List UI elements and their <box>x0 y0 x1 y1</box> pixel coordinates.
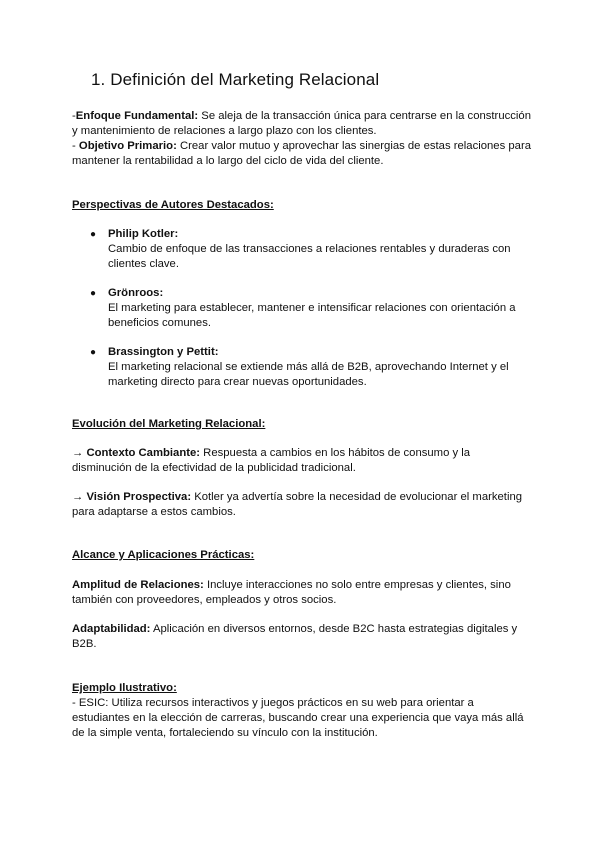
scope-heading: Alcance y Aplicaciones Prácticas: <box>72 549 255 561</box>
page-title: 1. Definición del Marketing Relacional <box>91 70 380 89</box>
intro-paragraph-objective: - Objetivo Primario: Crear valor mutuo y aprovechar las sinergias de estas relaciones para mantener la rentabilidad a lo largo del ciclo de vida del cliente. <box>72 140 531 167</box>
author-text: El marketing para establecer, mantener e intensificar relaciones con orientación a beneficios comunes. <box>108 302 516 329</box>
focus-label: Enfoque Fundamental: <box>75 110 199 122</box>
scope-text: Aplicación en diversos entornos, desde B2C hasta estrategias digitales y B2B. <box>72 623 518 650</box>
author-text: El marketing relacional se extiende más allá de B2B, aprovechando Internet y el marketing directo para crear nuevas oportunidades. <box>108 361 509 388</box>
arrow-icon: → <box>72 491 84 503</box>
evolution-heading: Evolución del Marketing Relacional: <box>72 418 266 430</box>
intro-paragraph-focus: -Enfoque Fundamental: Se aleja de la transacción única para centrarse en la construcción y mantenimiento de relaciones a largo plazo con los clientes. <box>72 110 531 137</box>
author-item <box>90 286 530 331</box>
author-name: Philip Kotler: <box>108 228 179 240</box>
objective-text: Crear valor mutuo y aprovechar las sinergias de estas relaciones para mantener la rentabilidad a lo largo del ciclo de vida del cliente. <box>72 140 531 167</box>
author-name: Grönroos: <box>108 287 164 299</box>
evolution-item <box>72 490 532 520</box>
evolution-text: Kotler ya advertía sobre la necesidad de evolucionar el marketing para adaptarse a estos cambios. <box>72 491 523 518</box>
intro-section <box>72 109 532 169</box>
scope-label: Adaptabilidad: <box>72 623 151 635</box>
evolution-text: Respuesta a cambios en los hábitos de consumo y la disminución de la efectividad de la publicidad tradicional. <box>72 447 471 474</box>
bullet-icon: ● <box>90 229 97 240</box>
author-text: Cambio de enfoque de las transacciones a relaciones rentables y duraderas con clientes clave. <box>108 243 511 270</box>
example-text: - ESIC: Utiliza recursos interactivos y juegos prácticos en su web para orientar a estudiantes en la elección de carreras, buscando crear una experiencia que vaya más allá de la simple venta, fortaleciendo su vínculo con la institución. <box>72 697 524 739</box>
objective-label: Objetivo Primario: <box>78 140 177 152</box>
example-heading: Ejemplo Ilustrativo: <box>72 682 177 694</box>
authors-list <box>90 227 530 390</box>
authors-heading: Perspectivas de Autores Destacados: <box>72 199 274 211</box>
bullet-icon: ● <box>90 288 97 299</box>
scope-label: Amplitud de Relaciones: <box>72 579 204 591</box>
author-name: Brassington y Pettit: <box>108 346 219 358</box>
evolution-label: Visión Prospectiva: <box>86 491 192 503</box>
scope-item <box>72 578 532 608</box>
bullet-icon: ● <box>90 347 97 358</box>
scope-item <box>72 622 532 652</box>
arrow-icon: → <box>72 447 84 459</box>
evolution-label: Contexto Cambiante: <box>86 447 201 459</box>
evolution-item <box>72 446 532 476</box>
author-item <box>90 345 530 390</box>
focus-text: Se aleja de la transacción única para centrarse en la construcción y mantenimiento de relaciones a largo plazo con los clientes. <box>72 110 531 137</box>
author-item <box>90 227 530 272</box>
scope-text: Incluye interacciones no solo entre empresas y clientes, sino también con proveedores, empleados y otros socios. <box>72 579 511 606</box>
